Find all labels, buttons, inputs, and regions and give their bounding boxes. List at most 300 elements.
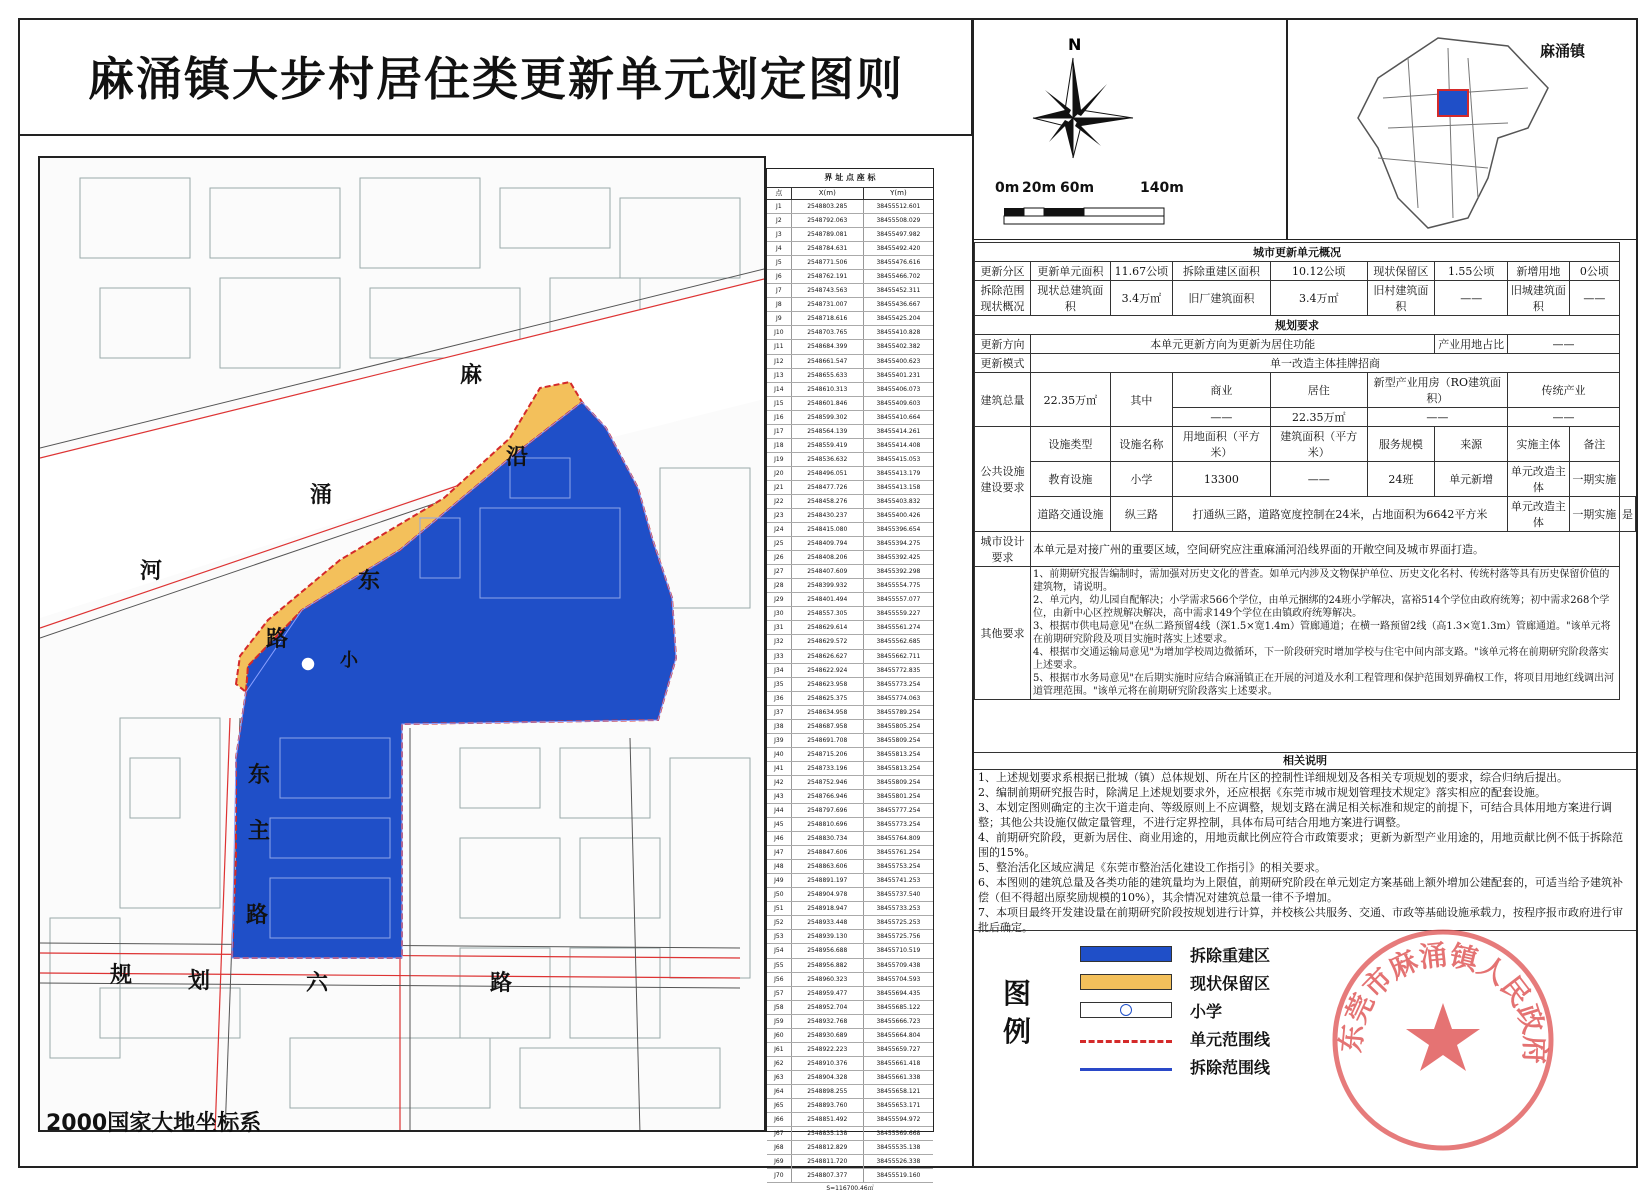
coord-cell: 38455436.667 [876,301,921,309]
coord-cell: J55 [767,959,792,972]
coord-cell: 38455772.835 [876,666,921,674]
coord-cell: 38455452.311 [876,287,921,295]
cell: 新型产业用房（RO建筑面积） [1367,373,1508,408]
coord-cell: J19 [767,453,792,466]
coord-cell: 38455476.616 [876,259,921,267]
cell: 一期实施 [1569,462,1619,497]
coord-table-row [767,340,933,354]
map-canvas [40,158,766,1132]
coord-cell: 2548564.139 [792,425,864,438]
school-marker [301,657,315,671]
scale-bar-icon [1004,208,1164,224]
cell: 旧厂建筑面积 [1172,281,1270,316]
coord-cell: 2548811.720 [792,1155,864,1168]
coord-cell: J16 [767,411,792,424]
coord-cell: 2548703.765 [792,326,864,339]
coord-cell: J37 [767,706,792,719]
seal-star-icon [1406,1003,1480,1071]
cell: 单元改造主体 [1508,462,1570,497]
other-item: 3、根据市供电局意见"在纵二路预留4线（深1.5×宽1.4m）管廊通道；在横一路预留2线（高1.3×宽1.3m）管廊通道。"该单元将在前期研究阶段及项目实施时落实上述要求。 [1033,621,1611,645]
cell: 其中 [1110,373,1172,427]
coord-cell: 38455409.603 [876,399,921,407]
coord-table-row [767,355,933,369]
cell: 单元改造主体 [1508,497,1570,532]
compass-rose-icon [1033,58,1133,158]
coord-cell: 38455725.253 [876,919,921,927]
location-highlight [1438,90,1468,116]
coord-table-row [767,411,933,425]
coord-cell: J36 [767,692,792,705]
coord-cell: 2548803.285 [792,200,864,213]
coord-cell: 2548626.627 [792,650,864,663]
coord-table-row [767,692,933,706]
coord-cell: J68 [767,1141,792,1154]
cell: —— [1172,408,1270,427]
coord-cell: J1 [767,200,792,213]
cell: 10.12公顷 [1271,262,1368,281]
coord-table-row [767,565,933,579]
cell: 纵三路 [1110,497,1172,532]
cell: 商业 [1172,373,1270,408]
coord-cell: 38455562.685 [876,638,921,646]
overview-row-1 [975,262,1636,281]
cell: 单一改造主体挂牌招商 [1031,354,1620,373]
page-title: 麻涌镇大步村居住类更新单元划定图则 [18,18,973,136]
coord-cell: 2548559.419 [792,439,864,452]
coord-cell: 2548625.375 [792,692,864,705]
cell: 11.67公顷 [1110,262,1172,281]
coord-cell: 38455773.254 [876,821,921,829]
coord-cell: 38455764.809 [876,835,921,843]
cell: —— [1508,335,1620,354]
other-row [975,567,1636,700]
coord-table-row [767,804,933,818]
coord-cell: 2548830.734 [792,832,864,845]
coord-cell: J54 [767,944,792,957]
coord-table-row [767,762,933,776]
cell: 新增用地 [1508,262,1570,281]
cell: —— [1435,281,1508,316]
legend-label: 小学 [1190,1001,1223,1021]
coord-cell: J57 [767,987,792,1000]
coord-cell: 38455400.623 [876,357,921,365]
coord-cell: J29 [767,593,792,606]
coord-cell: 2548893.760 [792,1099,864,1112]
coord-cell: 2548684.399 [792,340,864,353]
coord-cell: J53 [767,930,792,943]
coord-table-row [767,439,933,453]
coord-cell: J64 [767,1085,792,1098]
coord-cell: 2548409.794 [792,537,864,550]
cell: 小学 [1110,462,1172,497]
cell: 是 [1619,497,1635,532]
coord-cell: 38455508.029 [876,217,921,225]
cell: —— [1569,281,1619,316]
coord-cell: 38455709.438 [876,961,921,969]
other-item: 1、前期研究报告编制时，需加强对历史文化的普查。如单元内涉及文物保护单位、历史文化名村、传统村落等具有历史保留价值的建筑物，请说明。 [1033,569,1610,593]
coord-table-row [767,860,933,874]
coord-cell: 2548851.492 [792,1113,864,1126]
coord-cell: 2548477.726 [792,481,864,494]
coord-cell: 38455661.418 [876,1059,921,1067]
coord-cell: 2548629.614 [792,621,864,634]
coord-cell: J20 [767,467,792,480]
legend-label: 拆除重建区 [1190,945,1271,965]
coord-table-row [767,523,933,537]
coord-cell: J15 [767,397,792,410]
coord-cell: 38455402.382 [876,343,921,351]
coord-cell: J47 [767,846,792,859]
notes-section [974,752,1636,935]
coord-table-row [767,284,933,298]
coord-cell: J44 [767,804,792,817]
coord-cell: J67 [767,1127,792,1140]
coord-cell: J52 [767,916,792,929]
coord-cell: 2548898.255 [792,1085,864,1098]
coord-cell: J40 [767,748,792,761]
coord-cell: J62 [767,1057,792,1070]
coord-cell: J45 [767,818,792,831]
coord-cell: 2548610.313 [792,383,864,396]
coord-cell: 38455396.654 [876,526,921,534]
coord-cell: 2548752.946 [792,776,864,789]
coord-cell: 38455526.338 [876,1158,921,1166]
coord-cell: 38455685.122 [876,1003,921,1011]
cell: 0公顷 [1569,262,1619,281]
coord-cell: 2548784.631 [792,242,864,255]
coord-table-row [767,214,933,228]
coord-cell: 38455512.601 [876,203,921,210]
coord-cell: 38455773.254 [876,680,921,688]
coord-cell: 38455594.972 [876,1116,921,1124]
coord-cell: J7 [767,284,792,297]
coord-table-row [767,1001,933,1015]
coord-cell: 38455741.253 [876,877,921,885]
coord-cell: J17 [767,425,792,438]
coord-table-row [767,1057,933,1071]
coord-cell: 2548959.477 [792,987,864,1000]
coord-table-row [767,720,933,734]
coord-cell: J14 [767,383,792,396]
coord-table-header [767,188,933,200]
coord-cell: 2548733.196 [792,762,864,775]
cell: 3.4万㎡ [1271,281,1368,316]
coord-table-row [767,1113,933,1127]
cell: 更新方向 [975,335,1031,354]
cell: 实施主体 [1508,427,1570,462]
coord-cell: 2548847.606 [792,846,864,859]
coord-cell: J9 [767,312,792,325]
cell: 3.4万㎡ [1110,281,1172,316]
cell: 设施名称 [1110,427,1172,462]
cell: 22.35万㎡ [1031,373,1111,427]
coord-cell: 2548629.572 [792,635,864,648]
cell: 用地面积（平方米） [1172,427,1270,462]
coord-table-row [767,607,933,621]
coord-col-y: Y(m) [890,189,907,197]
government-seal [1328,925,1558,1155]
overview-row-2 [975,281,1636,316]
legend-item-unit-boundary [1080,1028,1270,1048]
cell: 城市设计要求 [975,532,1031,567]
other-item: 5、根据市水务局意见"在后期实施时应结合麻涌镇正在开展的河道及水利工程管理和保护范围划界确权工作，将项目用地红线调出河道管理范围。"该单元将在前期研究阶段落实上述要求。 [1033,673,1614,697]
coord-cell: J63 [767,1071,792,1084]
coord-table-row [767,1169,933,1183]
coord-cell: 38455535.138 [876,1144,921,1152]
coord-table-row [767,1029,933,1043]
cell: 更新单元面积 [1031,262,1111,281]
retained-swatch [1080,974,1172,990]
coord-cell: J35 [767,678,792,691]
note-item: 4、前期研究阶段，更新为居住、商业用途的，用地贡献比例应符合市政策要求；更新为新型产业用途的，用地贡献比例不低于拆除范围的15%。 [978,831,1623,859]
cell: 13300 [1172,462,1270,497]
coord-cell: 2548536.632 [792,453,864,466]
coord-cell: 2548918.947 [792,902,864,915]
demolition-swatch [1080,946,1172,962]
coord-cell: J10 [767,326,792,339]
coord-cell: 38455414.408 [876,441,921,449]
cell: 传统产业 [1508,373,1620,408]
coord-table-row [767,987,933,1001]
coord-cell: 38455659.727 [876,1045,921,1053]
cell: 旧村建筑面积 [1367,281,1435,316]
coord-table-row [767,650,933,664]
cell: 打通纵三路，道路宽度控制在24米，占地面积为6642平方米 [1172,497,1507,532]
coord-cell: J59 [767,1015,792,1028]
coord-cell: J21 [767,481,792,494]
coord-table-row [767,481,933,495]
coord-table-row [767,467,933,481]
coord-cell: 38455410.828 [876,329,921,337]
coord-cell: 38455519.160 [876,1172,921,1180]
overview-header: 城市更新单元概况 [975,243,1620,262]
road-label-yan: 沿 [506,445,529,470]
cell: 建筑总量 [975,373,1031,427]
coord-cell: 2548718.616 [792,312,864,325]
direction-row [975,335,1636,354]
road-label-liu: 六 [306,971,329,996]
coord-cell: 38455809.254 [876,778,921,786]
coord-cell: 2548789.081 [792,228,864,241]
coord-cell: 38455737.540 [876,891,921,899]
coord-cell: J46 [767,832,792,845]
coord-table-row [767,369,933,383]
boundary-coordinate-table [766,168,934,1193]
planning-header: 规划要求 [975,316,1620,335]
coord-cell: 38455413.179 [876,469,921,477]
cell: 24班 [1367,462,1435,497]
coord-cell: J41 [767,762,792,775]
facility-header-row [975,427,1636,462]
location-name: 麻涌镇 [1540,42,1586,60]
coord-table-row [767,944,933,958]
coord-cell: 38455725.756 [876,933,921,941]
coord-cell: 2548835.138 [792,1127,864,1140]
map-panel[interactable] [38,156,766,1132]
legend-item-demolition [1080,944,1270,964]
coord-cell: J42 [767,776,792,789]
scale-label-0: 0m [995,180,1020,196]
coord-cell: 2548766.946 [792,790,864,803]
coord-cell: J12 [767,355,792,368]
coord-cell: 2548557.305 [792,607,864,620]
coord-cell: 38455801.254 [876,792,921,800]
coord-cell: 38455813.254 [876,750,921,758]
cell: 现状总建筑面积 [1031,281,1111,316]
coord-cell: J61 [767,1043,792,1056]
coord-cell: 38455413.158 [876,483,921,491]
coord-cell: J28 [767,579,792,592]
coord-cell: 38455774.063 [876,694,921,702]
coord-table-row [767,930,933,944]
coord-table-row [767,973,933,987]
coord-table-row [767,256,933,270]
coord-table-row [767,916,933,930]
gfa-row-1 [975,373,1636,408]
coord-cell: 2548922.223 [792,1043,864,1056]
coord-cell: 2548407.609 [792,565,864,578]
cell: 一期实施 [1569,497,1619,532]
coord-cell: 2548910.376 [792,1057,864,1070]
compass-svg [972,18,1288,240]
cell: 更新分区 [975,262,1031,281]
design-row [975,532,1636,567]
coord-col-x: X(m) [792,188,864,199]
coord-cell: 2548904.328 [792,1071,864,1084]
coord-cell: 38455733.253 [876,905,921,913]
coord-cell: 2548408.206 [792,551,864,564]
coord-cell: 2548661.547 [792,355,864,368]
coord-cell: J11 [767,340,792,353]
coord-cell: J2 [767,214,792,227]
coord-table-row [767,537,933,551]
coord-table-row [767,706,933,720]
coord-cell: 38455664.804 [876,1031,921,1039]
coord-cell: 38455492.420 [876,245,921,253]
coord-cell: 38455400.426 [876,512,921,520]
school-icon [1120,1004,1132,1016]
cell: 备注 [1569,427,1619,462]
cell: 教育设施 [1031,462,1111,497]
demolition-boundary-swatch [1080,1068,1172,1071]
coord-cell: 38455403.832 [876,497,921,505]
coord-table-row [767,846,933,860]
coord-cell: 2548731.007 [792,298,864,311]
legend-item-school [1080,1000,1222,1020]
coord-cell: J30 [767,607,792,620]
coord-table-row [767,453,933,467]
coord-cell: 2548960.323 [792,973,864,986]
cell: 拆除重建区面积 [1172,262,1270,281]
coord-cell: 2548623.958 [792,678,864,691]
coord-table-row [767,832,933,846]
coord-cell: 2548496.051 [792,467,864,480]
scale-label-20: 20m [1022,180,1057,196]
coord-cell: J70 [767,1169,792,1182]
coord-table-row [767,495,933,509]
coord-table-row [767,1127,933,1141]
coord-cell: 2548930.689 [792,1029,864,1042]
coord-cell: 2548622.924 [792,664,864,677]
coord-cell: 2548807.377 [792,1169,864,1182]
coord-cell: J24 [767,523,792,536]
facility-row-2 [975,497,1636,532]
note-item: 2、编制前期研究报告时，除满足上述规划要求外，还应根据《东莞市城市规划管理技术规定》落实相应的配套设施。 [978,786,1546,799]
coord-cell: J65 [767,1099,792,1112]
coord-table-row [767,888,933,902]
road-label-lu-3: 路 [490,971,513,996]
coord-table-row [767,621,933,635]
coord-cell: 2548458.276 [792,495,864,508]
coord-cell: 2548743.563 [792,284,864,297]
coord-cell: J56 [767,973,792,986]
coord-table-row [767,1155,933,1169]
road-label-gui: 规 [110,963,133,988]
note-item: 3、本划定图则确定的主次干道走向、等级原则上不应调整，规划支路在满足相关标准和规定的前提下，可结合具体用地方案进行调整；其他公共设施仅做定量管理，不进行定界控制，具体布局可结合用地方案进行调整。 [978,801,1612,829]
coord-table-footer: S=116700.46㎡ [826,1185,874,1193]
coord-cell: 38455666.723 [876,1017,921,1025]
coord-table-row [767,818,933,832]
location-map-box [1288,18,1638,240]
river-label-he: 河 [140,559,163,584]
cell: 建筑面积（平方米） [1271,427,1368,462]
coord-table-row [767,790,933,804]
notes-header: 相关说明 [974,753,1636,770]
coord-cell: J31 [767,621,792,634]
coord-table-row [767,734,933,748]
note-item: 5、整治活化区域应满足《东莞市整治活化建设工作指引》的相关要求。 [978,861,1326,874]
coord-table-row [767,776,933,790]
coord-cell: J48 [767,860,792,873]
coord-cell: 2548430.237 [792,509,864,522]
scale-label-60: 60m [1060,180,1095,196]
cell: 居住 [1271,373,1368,408]
coord-table-row [767,509,933,523]
coord-table-row [767,593,933,607]
cell: 拆除范围现状概况 [975,281,1031,316]
school-label: 小 [340,650,358,671]
road-label-zhu: 主 [248,819,271,844]
coord-cell: 2548601.846 [792,397,864,410]
coord-cell: 2548691.708 [792,734,864,747]
coord-cell: J69 [767,1155,792,1168]
coordinate-system-label: 2000国家大地坐标系 [46,1111,262,1136]
coord-col-point: 点 [767,188,792,199]
coord-cell: 38455813.254 [876,764,921,772]
legend-label: 现状保留区 [1190,973,1271,993]
facility-row-1 [975,462,1636,497]
coord-cell: 38455661.338 [876,1073,921,1081]
coord-cell: 2548401.494 [792,593,864,606]
coord-cell: 38455392.298 [876,568,921,576]
coord-table-body [767,200,933,1183]
other-requirements [1031,567,1620,700]
coord-cell: 38455554.775 [876,582,921,590]
coord-cell: J3 [767,228,792,241]
coord-cell: 38455694.435 [876,989,921,997]
coord-cell: 2548655.633 [792,369,864,382]
note-item: 6、本图则的建筑总量及各类功能的建筑量均为上限值，前期研究阶段在单元划定方案基础上额外增加公建配套的，可适当给予建筑补偿（但不得超出原奖励规模的10%），其余情况对建筑总量一律不予增加。 [978,876,1623,904]
coord-cell: 38455406.073 [876,385,921,393]
coord-table-row [767,383,933,397]
road-label-dong-2: 东 [248,763,271,788]
coord-cell: 38455704.593 [876,975,921,983]
cell: 本单元更新方向为更新为居住功能 [1031,335,1435,354]
coord-cell: 2548599.302 [792,411,864,424]
coord-table-row [767,242,933,256]
coord-table-row [767,1071,933,1085]
coord-cell: J38 [767,720,792,733]
